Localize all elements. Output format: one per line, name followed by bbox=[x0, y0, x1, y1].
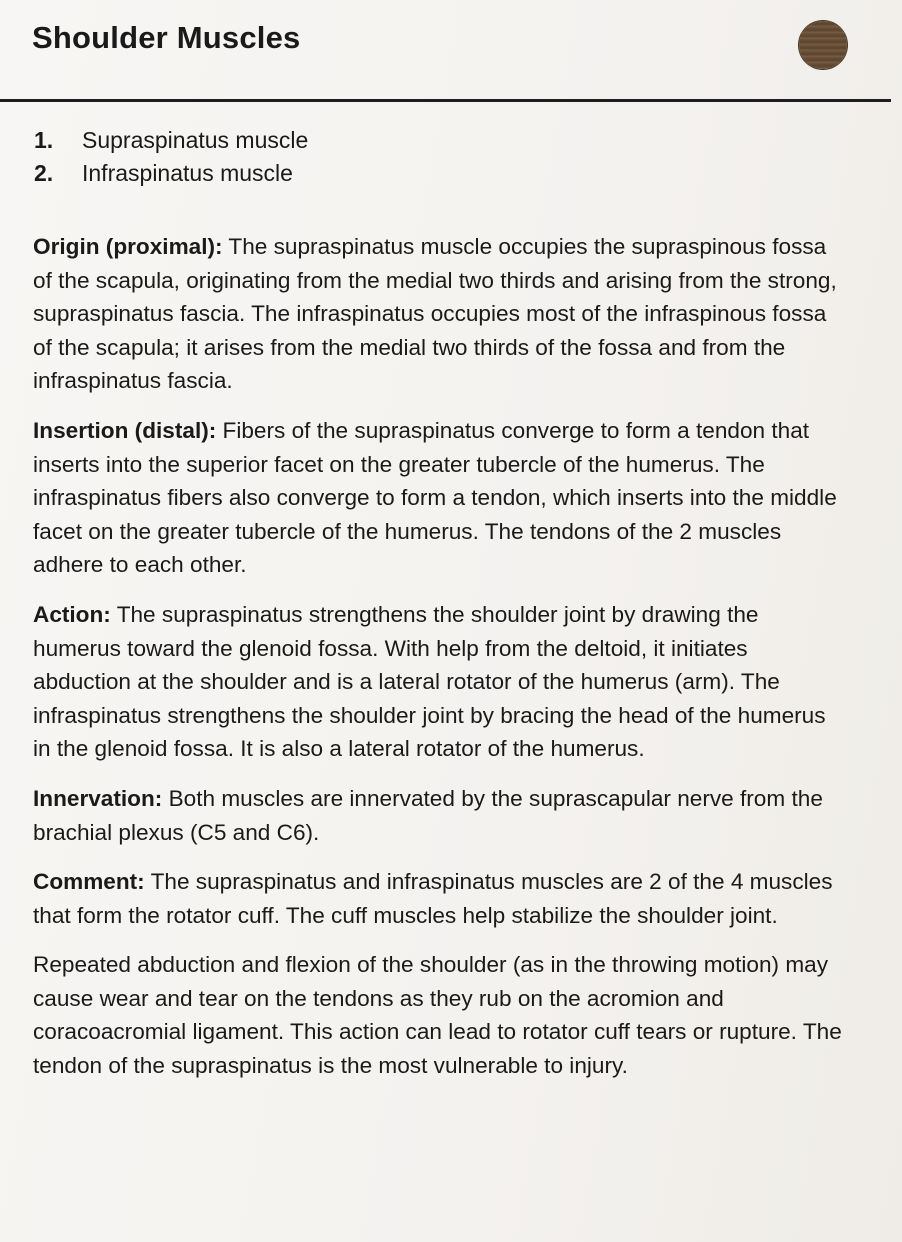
header-divider bbox=[0, 99, 891, 102]
comment-text: The supraspinatus and infraspinatus muscles are 2 of the 4 muscles that form the rotator cuff. The cuff muscles help stabilize the shoulder joint. bbox=[33, 869, 833, 928]
content-body bbox=[33, 230, 843, 1099]
insertion-text: Fibers of the supraspinatus converge to form a tendon that inserts into the superior facet on the greater tubercle of the humerus. The infraspinatus fibers also converge to form a tendon, which inserts into the middle facet on the greater tubercle of the humerus. The tendons of the 2 muscles adhere to each other. bbox=[33, 417, 837, 578]
innervation-text: Both muscles are innervated by the suprascapular nerve from the brachial plexus (C5 and C6). bbox=[33, 785, 823, 845]
list-item-label: Supraspinatus muscle bbox=[82, 127, 309, 153]
list-item-number: 1. bbox=[34, 127, 54, 153]
action-section bbox=[33, 598, 843, 766]
note-text: Repeated abduction and flexion of the shoulder (as in the throwing motion) may cause wear and tear on the tendons as they rub on the acromion and coracoacromial ligament. This action can lead to rotator cuff tears or rupture. The tendon of the supraspinatus is the most vulnerable to injury. bbox=[33, 952, 842, 1079]
origin-section bbox=[33, 230, 843, 398]
page-header bbox=[0, 0, 890, 100]
chapter-tab-icon bbox=[799, 21, 847, 69]
insertion-label: Insertion (distal): bbox=[33, 417, 217, 443]
muscle-list bbox=[34, 124, 308, 190]
list-item-number: 2. bbox=[34, 160, 54, 186]
page-title: Shoulder Muscles bbox=[32, 20, 301, 55]
list-item bbox=[34, 124, 308, 157]
comment-label: Comment: bbox=[33, 869, 145, 895]
innervation-label: Innervation: bbox=[33, 785, 163, 811]
list-item bbox=[34, 157, 308, 190]
note-section bbox=[33, 948, 843, 1082]
insertion-section bbox=[33, 414, 843, 582]
origin-text: The supraspinatus muscle occupies the supraspinous fossa of the scapula, originating from the medial two thirds and arising from the strong, supraspinatus fascia. The infraspinatus occupies most of the infraspinous fossa of the scapula; it arises from the medial two thirds of the fossa and from the infraspinatus fascia. bbox=[33, 234, 837, 394]
action-text: The supraspinatus strengthens the shoulder joint by drawing the humerus toward the glenoid fossa. With help from the deltoid, it initiates abduction at the shoulder and is a lateral rotator of the humerus (arm). The infraspinatus strengthens the shoulder joint by bracing the head of the humerus in the glenoid fossa. It is also a lateral rotator of the humerus. bbox=[33, 601, 826, 762]
action-label: Action: bbox=[33, 601, 111, 627]
origin-label: Origin (proximal): bbox=[33, 234, 223, 259]
comment-section bbox=[33, 865, 843, 932]
innervation-section bbox=[33, 782, 843, 849]
list-item-label: Infraspinatus muscle bbox=[82, 160, 293, 186]
